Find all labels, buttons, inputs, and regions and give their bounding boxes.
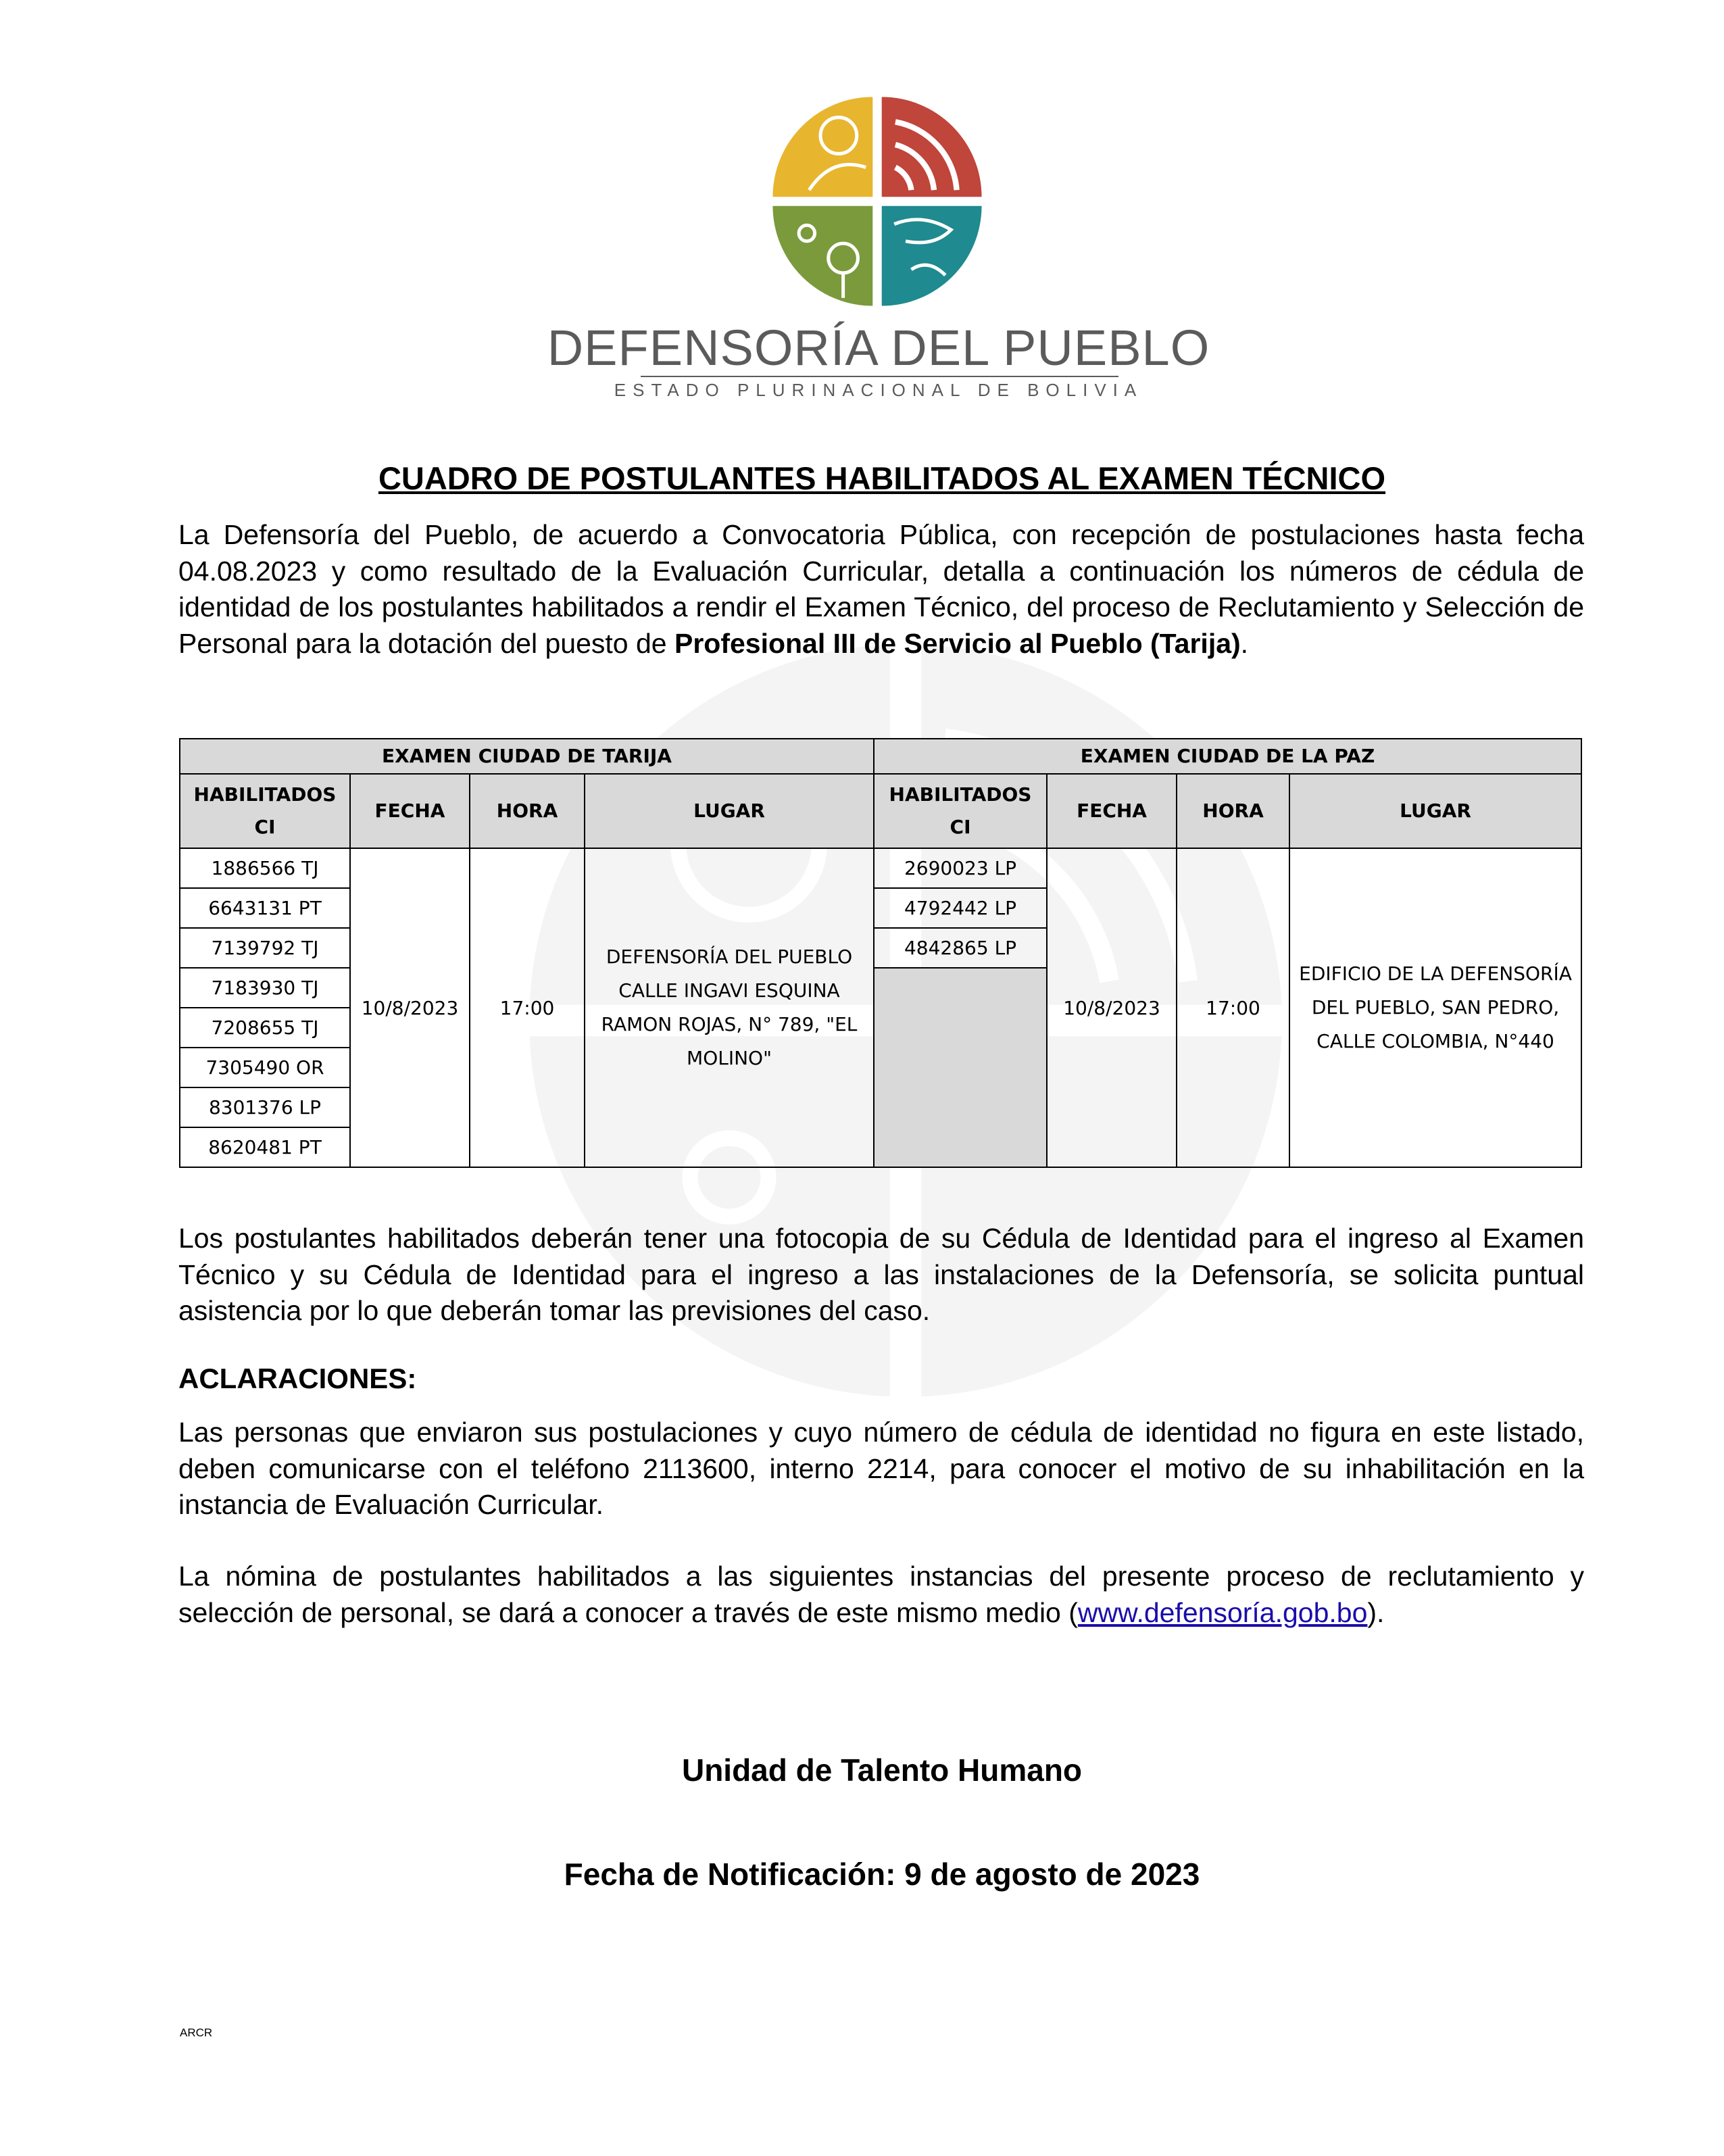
- tarija-ci-cell: 7183930 TJ: [180, 968, 350, 1008]
- notification-date: Fecha de Notificación: 9 de agosto de 2023: [564, 1857, 1200, 1892]
- website-link[interactable]: www.defensoría.gob.bo: [1077, 1596, 1368, 1628]
- brand-name: DEFENSORÍA DEL PUEBLO: [547, 320, 1210, 376]
- intro-text: La Defensoría del Pueblo, de acuerdo a Convocatoria Pública, con recepción de postulaciones hasta fecha 04.08.2023 y como resultado de la Evaluación Curricular, detalla a continuación los números de cédula de identidad de los postulantes habilitados a rendir el Examen Técnico, del proceso de Reclutamiento y Selección de Personal para la dotación del puesto de: [178, 519, 1584, 659]
- lapaz-ci-cell: 4842865 LP: [874, 928, 1047, 968]
- tarija-ci-cell: 1886566 TJ: [180, 848, 350, 888]
- tarija-hora-header: HORA: [470, 774, 585, 848]
- lapaz-ci-cell: 4792442 LP: [874, 888, 1047, 928]
- tarija-fecha-header: FECHA: [350, 774, 470, 848]
- clarifications-heading: ACLARACIONES:: [178, 1363, 417, 1394]
- tarija-ci-cell: 8620481 PT: [180, 1127, 350, 1167]
- tarija-group-header: EXAMEN CIUDAD DE TARIJA: [180, 739, 874, 774]
- lapaz-ci-header: HABILITADOS CI: [874, 774, 1047, 848]
- lapaz-fecha-header: FECHA: [1047, 774, 1177, 848]
- defensoria-logo: [764, 88, 991, 315]
- document-title: CUADRO DE POSTULANTES HABILITADOS AL EXAMEN TÉCNICO: [378, 460, 1386, 496]
- nomina-end: ).: [1367, 1596, 1385, 1628]
- tarija-ci-header: HABILITADOS CI: [180, 774, 350, 848]
- tarija-ci-cell: 7139792 TJ: [180, 928, 350, 968]
- lapaz-ci-cell: 2690023 LP: [874, 848, 1047, 888]
- lapaz-hora-header: HORA: [1177, 774, 1289, 848]
- tarija-lugar-header: LUGAR: [585, 774, 874, 848]
- intro-end: .: [1240, 627, 1249, 659]
- tarija-hora-cell: 17:00: [470, 848, 585, 1167]
- applicants-table: [179, 738, 1582, 1168]
- tarija-ci-cell: 8301376 LP: [180, 1087, 350, 1127]
- requirements-paragraph: Los postulantes habilitados deberán tener una fotocopia de su Cédula de Identidad para el ingreso al Examen Técnico y su Cédula de Identidad para el ingreso a las instalaciones de la Defensoría, se solicita puntual asistencia por lo que deberán tomar las previsiones del caso.: [178, 1223, 1584, 1326]
- lapaz-lugar-header: LUGAR: [1289, 774, 1581, 848]
- tarija-fecha-cell: 10/8/2023: [350, 848, 470, 1167]
- intro-paragraph: [178, 517, 1584, 662]
- author-initials: ARCR: [180, 2026, 213, 2039]
- position-name: Profesional III de Servicio al Pueblo (Tarija): [674, 627, 1241, 659]
- lapaz-group-header: EXAMEN CIUDAD DE LA PAZ: [874, 739, 1581, 774]
- tarija-lugar-cell: DEFENSORÍA DEL PUEBLO CALLE INGAVI ESQUINA RAMON ROJAS, N° 789, "EL MOLINO": [585, 848, 874, 1167]
- nomina-paragraph: [178, 1559, 1584, 1631]
- nomina-text: La nómina de postulantes habilitados a las siguientes instancias del presente proceso de reclutamiento y selección de personal, se dará a conocer a través de este mismo medio (: [178, 1561, 1584, 1628]
- table-row: [180, 848, 1581, 888]
- lapaz-hora-cell: 17:00: [1177, 848, 1289, 1167]
- clarifications-paragraph: Las personas que enviaron sus postulaciones y cuyo número de cédula de identidad no figura en este listado, deben comunicarse con el teléfono 2113600, interno 2214, para conocer el motivo de su inhabilitación en la instancia de Evaluación Curricular.: [178, 1417, 1584, 1520]
- brand-divider: [641, 376, 1118, 377]
- lapaz-empty-cell: [874, 968, 1047, 1167]
- brand-subtitle: ESTADO PLURINACIONAL DE BOLIVIA: [614, 380, 1143, 400]
- tarija-ci-cell: 7305490 OR: [180, 1048, 350, 1087]
- tarija-ci-cell: 7208655 TJ: [180, 1008, 350, 1048]
- tarija-ci-cell: 6643131 PT: [180, 888, 350, 928]
- lapaz-lugar-cell: EDIFICIO DE LA DEFENSORÍA DEL PUEBLO, SAN PEDRO, CALLE COLOMBIA, N°440: [1289, 848, 1581, 1167]
- signing-unit: Unidad de Talento Humano: [681, 1753, 1083, 1788]
- lapaz-fecha-cell: 10/8/2023: [1047, 848, 1177, 1167]
